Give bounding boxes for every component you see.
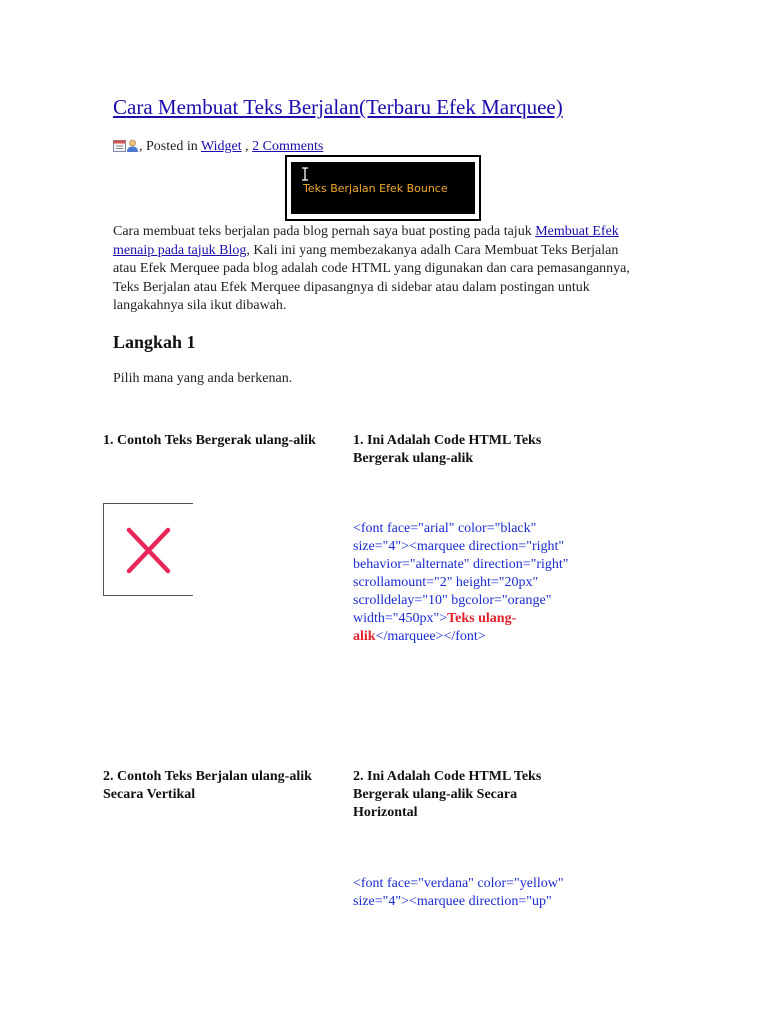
code-block-2 bbox=[353, 875, 593, 911]
comments-link[interactable]: 2 Comments bbox=[252, 139, 324, 154]
meta-separator: , bbox=[241, 139, 253, 154]
intro-text-1: Cara membuat teks berjalan pada blog pernah saya buat posting pada tajuk bbox=[113, 224, 536, 239]
banner-text: Teks Berjalan Efek Bounce bbox=[303, 181, 448, 195]
marquee-banner-inner bbox=[291, 162, 475, 214]
post-title[interactable]: Cara Membuat Teks Berjalan(Terbaru Efek Marquee) bbox=[113, 95, 563, 119]
code-1-end: </marquee></font> bbox=[375, 629, 486, 644]
code-heading-2: 2. Ini Adalah Code HTML Teks Bergerak ulang-alik Secara Horizontal bbox=[353, 769, 542, 820]
calendar-icon bbox=[113, 139, 126, 152]
step-subtext: Pilih mana yang anda berkenan. bbox=[113, 371, 293, 386]
example-heading-1: 1. Contoh Teks Bergerak ulang-alik bbox=[103, 433, 316, 448]
intro-text-2: , Kali ini yang membezakanya adalh Cara Membuat Teks Berjalan atau Efek Merquee pada blog adalah code HTML yang digunakan dan cara pemasangannya, Teks Berjalan atau Efek Merquee dipasangnya di sidebar atau dalam postingan untuk langakahnya sila ikut dibawah. bbox=[113, 242, 630, 313]
code-block-1 bbox=[353, 520, 591, 646]
code-2-text: <font face="verdana" color="yellow" size="4"><marquee direction="up" bbox=[353, 876, 564, 909]
step-heading: Langkah 1 bbox=[113, 332, 196, 352]
marquee-banner bbox=[285, 155, 481, 221]
category-link[interactable]: Widget bbox=[200, 139, 242, 154]
broken-image bbox=[103, 503, 193, 596]
intro-paragraph bbox=[113, 223, 643, 316]
code-1-text: <font face="arial" color="black" size="4"><marquee direction="right" behavior="alternate" direction="right" scrollamount="2" height="20px" scrolldelay="10" bgcolor="orange" width="450px"> bbox=[353, 521, 569, 626]
cursor-icon bbox=[301, 167, 309, 181]
intro-link[interactable]: Membuat Efek menaip pada tajuk Blog bbox=[113, 224, 619, 258]
user-icon bbox=[126, 139, 139, 152]
broken-image-icon bbox=[104, 504, 194, 597]
posted-in-text: , Posted in bbox=[139, 139, 201, 154]
post-meta bbox=[113, 139, 323, 155]
code-heading-1: 1. Ini Adalah Code HTML Teks Bergerak ulang-alik bbox=[353, 433, 542, 466]
code-1-highlight: Teks ulang-alik bbox=[353, 611, 517, 644]
example-heading-2: 2. Contoh Teks Berjalan ulang-alik Secara Vertikal bbox=[103, 769, 312, 802]
